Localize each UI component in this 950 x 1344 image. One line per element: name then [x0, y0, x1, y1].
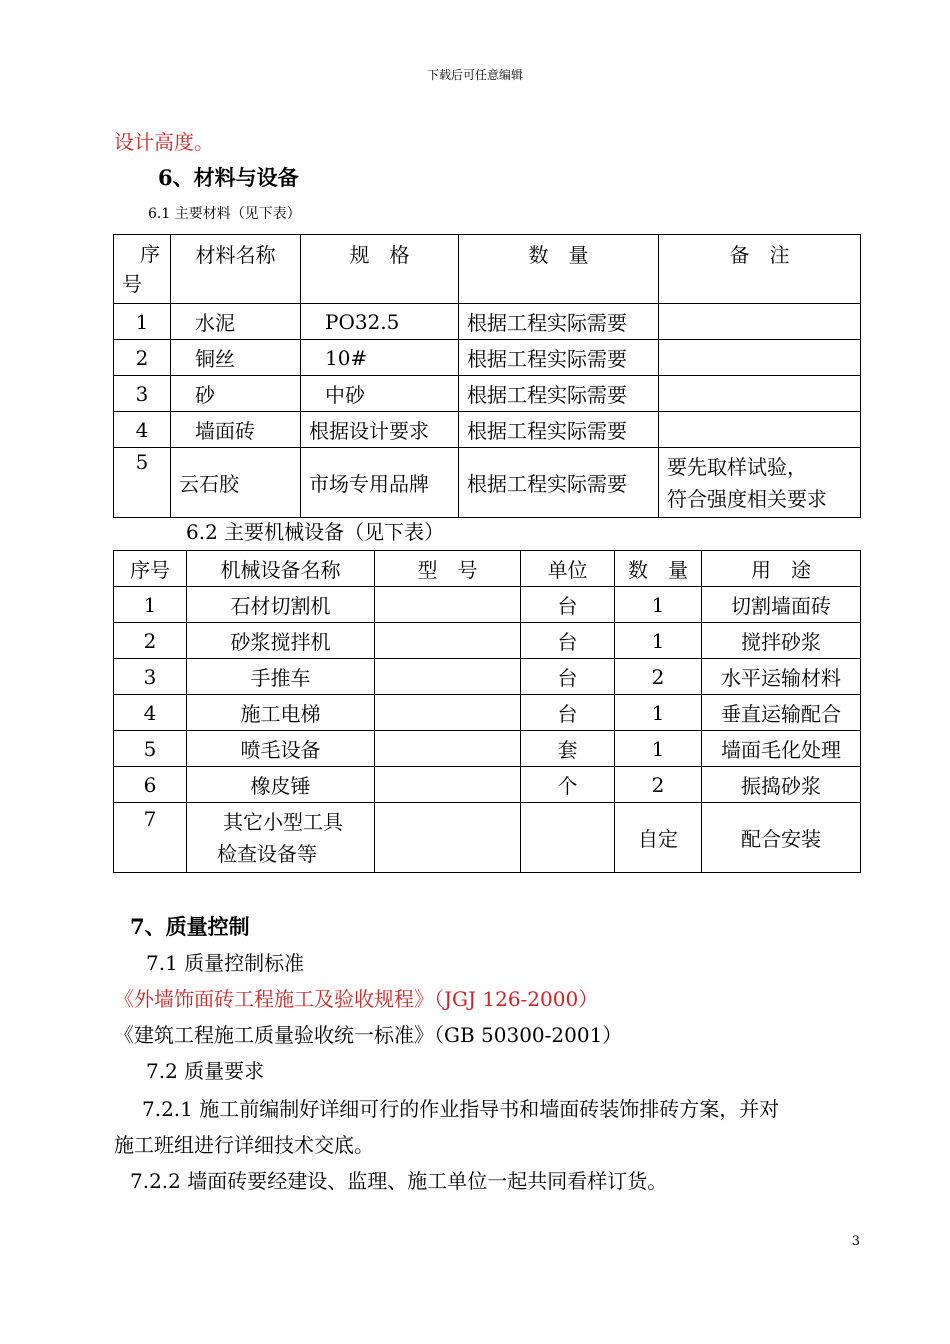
page-header: 下载后可任意编辑: [426, 68, 523, 82]
row-no: 2: [114, 623, 187, 659]
material-qty: 根据工程实际需要: [459, 412, 659, 448]
section-7-title: 7、质量控制: [130, 914, 250, 939]
equipment-unit: 台: [521, 623, 615, 659]
equipment-unit: 个: [521, 767, 615, 803]
row-no: 5: [114, 731, 187, 767]
materials-table: [113, 234, 861, 518]
materials-header-qty: 数 量: [459, 235, 659, 304]
material-note: [659, 412, 861, 448]
materials-header-name: 材料名称: [171, 235, 301, 304]
material-spec: PO32.5: [301, 304, 459, 340]
equipment-name-line-2: 检查设备等: [217, 841, 317, 866]
standard-reference-1: 《外墙饰面砖工程施工及验收规程》（JGJ 126-2000）: [114, 987, 599, 1011]
equipment-use: 垂直运输配合: [702, 695, 861, 731]
material-name: 铜丝: [171, 340, 301, 376]
equipment-use: 搅拌砂浆: [702, 623, 861, 659]
equipment-header-unit: 单位: [521, 551, 615, 587]
equipment-use: 振捣砂浆: [702, 767, 861, 803]
equipment-header-row: [114, 551, 861, 587]
equipment-model: [375, 731, 521, 767]
equipment-model: [375, 767, 521, 803]
materials-subtitle: 6.1 主要材料（见下表）: [148, 206, 301, 222]
table-row: [114, 448, 861, 518]
equipment-unit: 台: [521, 695, 615, 731]
material-name: 砂: [171, 376, 301, 412]
material-name: 云石胶: [171, 448, 301, 518]
materials-header-spec: 规 格: [301, 235, 459, 304]
materials-header-no: 序 号: [114, 235, 171, 304]
material-qty: 根据工程实际需要: [459, 340, 659, 376]
material-spec: 根据设计要求: [301, 412, 459, 448]
row-no: 7: [114, 803, 187, 873]
equipment-header-model: 型 号: [375, 551, 521, 587]
row-no: 1: [114, 587, 187, 623]
row-no: 1: [114, 304, 171, 340]
row-no: 4: [114, 695, 187, 731]
material-name: 墙面砖: [171, 412, 301, 448]
row-no: 3: [114, 659, 187, 695]
material-note: [659, 448, 861, 518]
equipment-model: [375, 659, 521, 695]
material-note: [659, 304, 861, 340]
material-note: [659, 340, 861, 376]
table-row: [114, 623, 861, 659]
materials-header-note: 备 注: [659, 235, 861, 304]
standard-reference-2: 《建筑工程施工质量验收统一标准》（GB 50300-2001）: [114, 1023, 623, 1047]
row-no: 6: [114, 767, 187, 803]
material-note-line-1: 要先取样试验，: [667, 454, 807, 479]
equipment-name-line-1: 其它小型工具: [223, 809, 343, 834]
table-row: [114, 304, 861, 340]
equipment-qty: 1: [615, 623, 702, 659]
page-number: 3: [851, 1234, 860, 1249]
table-row: [114, 767, 861, 803]
materials-header-row: [114, 235, 861, 304]
equipment-name: 石材切割机: [187, 587, 375, 623]
material-qty: 根据工程实际需要: [459, 376, 659, 412]
equipment-qty: 2: [615, 659, 702, 695]
paragraph-7-2-1-line-2: 施工班组进行详细技术交底。: [114, 1133, 374, 1157]
equipment-header-qty: 数 量: [615, 551, 702, 587]
equipment-use: 墙面毛化处理: [702, 731, 861, 767]
material-spec: 中砂: [301, 376, 459, 412]
row-no: 5: [114, 448, 171, 518]
material-qty: 根据工程实际需要: [459, 304, 659, 340]
equipment-header-use: 用 途: [702, 551, 861, 587]
equipment-unit: 套: [521, 731, 615, 767]
table-row: [114, 587, 861, 623]
row-no: 2: [114, 340, 171, 376]
equipment-qty: 2: [615, 767, 702, 803]
material-note: [659, 376, 861, 412]
equipment-model: [375, 623, 521, 659]
equipment-model: [375, 803, 521, 873]
table-row: [114, 340, 861, 376]
table-row: [114, 412, 861, 448]
equipment-name: 手推车: [187, 659, 375, 695]
material-spec: 10#: [301, 340, 459, 376]
equipment-use: 水平运输材料: [702, 659, 861, 695]
equipment-name: 施工电梯: [187, 695, 375, 731]
material-qty: 根据工程实际需要: [459, 448, 659, 518]
equipment-model: [375, 587, 521, 623]
equipment-name: 橡皮锤: [187, 767, 375, 803]
equipment-name: 喷毛设备: [187, 731, 375, 767]
equipment-header-name: 机械设备名称: [187, 551, 375, 587]
equipment-unit: [521, 803, 615, 873]
equipment-header-no: 序号: [114, 551, 187, 587]
equipment-unit: 台: [521, 659, 615, 695]
table-row: [114, 731, 861, 767]
material-name: 水泥: [171, 304, 301, 340]
equipment-table: [113, 550, 861, 873]
table-row: [114, 803, 861, 873]
equipment-qty: 1: [615, 731, 702, 767]
table-row: [114, 659, 861, 695]
equipment-subtitle: 6.2 主要机械设备（见下表）: [186, 520, 445, 544]
equipment-qty: 1: [615, 587, 702, 623]
table-row: [114, 376, 861, 412]
equipment-unit: 台: [521, 587, 615, 623]
quality-standard-heading: 7.1 质量控制标准: [146, 951, 305, 975]
equipment-use: 切割墙面砖: [702, 587, 861, 623]
equipment-name: [187, 803, 375, 873]
row-no: 3: [114, 376, 171, 412]
section-6-title: 6、材料与设备: [158, 165, 299, 190]
material-spec: 市场专用品牌: [301, 448, 459, 518]
equipment-model: [375, 695, 521, 731]
intro-text: 设计高度。: [114, 130, 214, 154]
equipment-qty: 自定: [615, 803, 702, 873]
material-note-line-2: 符合强度相关要求: [667, 486, 827, 511]
paragraph-7-2-1-line-1: 7.2.1 施工前编制好详细可行的作业指导书和墙面砖装饰排砖方案，并对: [142, 1097, 780, 1121]
quality-requirements-heading: 7.2 质量要求: [146, 1059, 265, 1083]
equipment-qty: 1: [615, 695, 702, 731]
row-no: 4: [114, 412, 171, 448]
equipment-use: 配合安装: [702, 803, 861, 873]
paragraph-7-2-2: 7.2.2 墙面砖要经建设、监理、施工单位一起共同看样订货。: [130, 1169, 668, 1193]
table-row: [114, 695, 861, 731]
equipment-name: 砂浆搅拌机: [187, 623, 375, 659]
